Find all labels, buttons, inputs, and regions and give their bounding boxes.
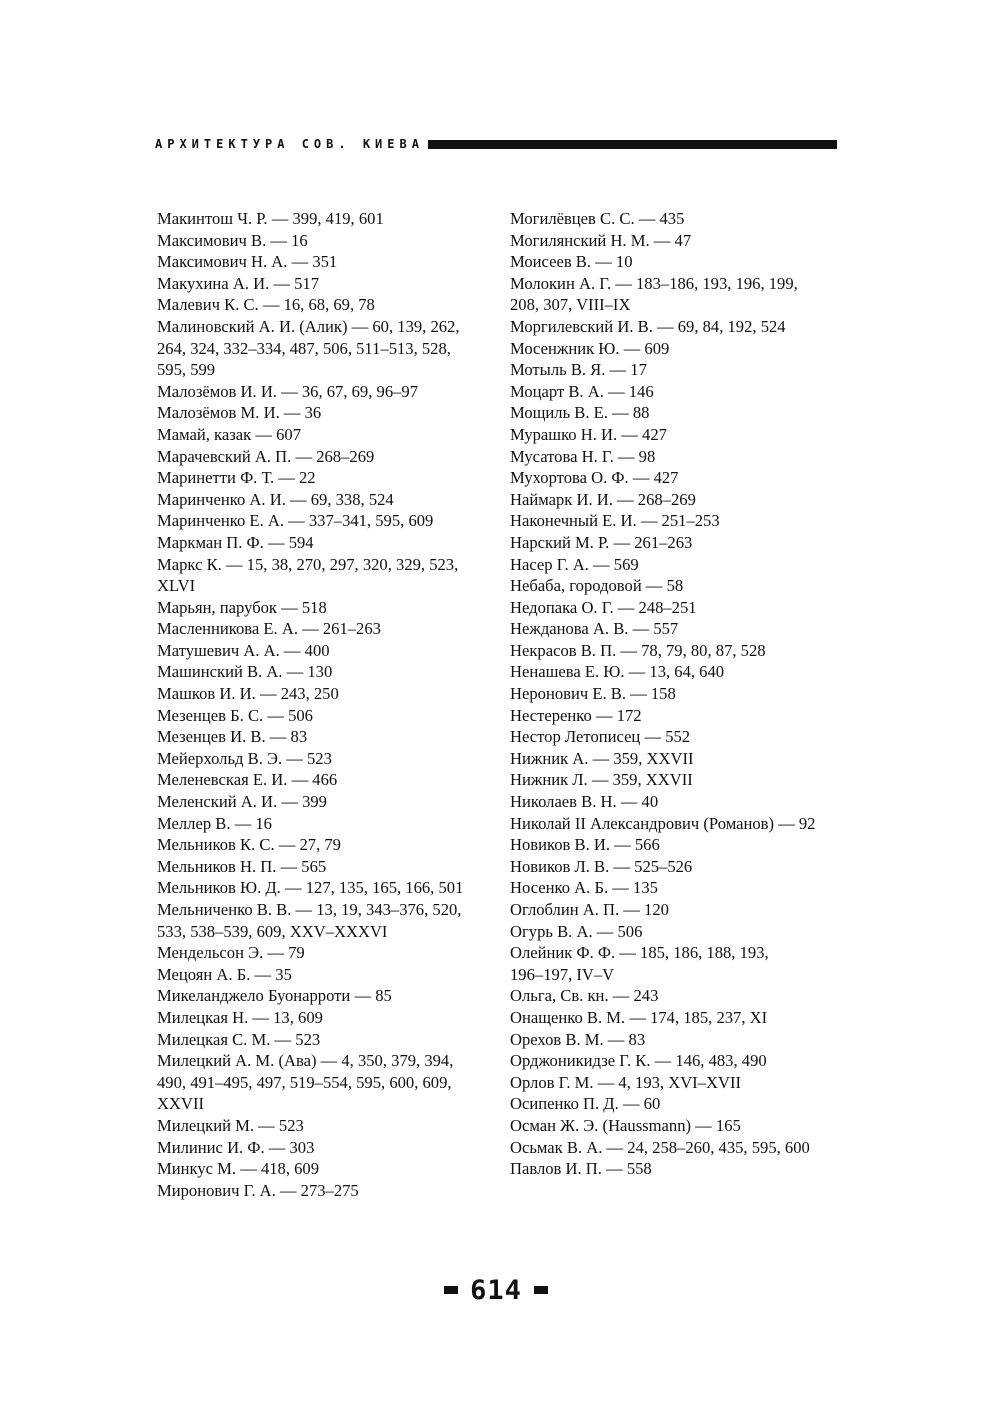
page-number: 614 [470,1274,522,1306]
index-entry: 595, 599 [157,360,216,380]
index-entry: Неронович Е. В. — 158 [510,684,676,704]
index-entry: Макухина А. И. — 517 [157,273,320,293]
index-entry: Макинтош Ч. Р. — 399, 419, 601 [157,209,384,228]
index-entry: Осман Ж. Э. (Haussmann) — 165 [510,1115,741,1135]
index-entry: Меленский А. И. — 399 [157,792,327,812]
index-entry: Мурашко Н. И. — 427 [510,424,667,444]
index-entry: Маринченко А. И. — 69, 338, 524 [157,489,394,509]
index-entry: Микеланджело Буонарроти — 85 [157,986,392,1006]
index-entry: Нарский М. Р. — 261–263 [510,532,693,552]
index-entry: Моцарт В. А. — 146 [510,381,654,401]
index-entry: Орлов Г. М. — 4, 193, XVI–XVII [510,1072,742,1092]
index-entry: Машков И. И. — 243, 250 [157,684,339,704]
index-entry: Милецкий А. М. (Ава) — 4, 350, 379, 394, [157,1051,454,1071]
index-entry: XXVII [157,1094,205,1114]
index-entry: Минкус М. — 418, 609 [157,1159,320,1179]
index-entry: Новиков В. И. — 566 [510,835,660,855]
index-column-right [510,208,840,1180]
footer-mark-left [444,1286,458,1294]
index-entry: Мезенцев Б. С. — 506 [157,705,313,725]
index-entry: Мусатова Н. Г. — 98 [510,446,656,466]
index-entry: Новиков Л. В. — 525–526 [510,856,693,876]
index-entry: Мельников Ю. Д. — 127, 135, 165, 166, 501 [157,878,464,898]
index-entry: Мощиль В. Е. — 88 [510,403,650,423]
header-rule [428,140,837,149]
index-entry: Марачевский А. П. — 268–269 [157,446,375,466]
index-entry: Онащенко В. М. — 174, 185, 237, XI [510,1007,768,1027]
index-entry: Могилянский Н. М. — 47 [510,230,692,250]
index-entry: Малозёмов М. И. — 36 [157,403,322,423]
index-column-left [157,208,492,1201]
page-footer [0,1274,992,1306]
index-entry: Мейерхольд В. Э. — 523 [157,748,332,768]
index-entry: Моисеев В. — 10 [510,252,633,272]
index-entry: Нижник А. — 359, XXVII [510,748,694,768]
index-entry: Николаев В. Н. — 40 [510,792,659,812]
index-entry: Малиновский А. И. (Алик) — 60, 139, 262, [157,316,460,336]
index-entry: Огурь В. А. — 506 [510,921,643,941]
index-entry: Милинис И. Ф. — 303 [157,1137,315,1157]
index-entry: Малозёмов И. И. — 36, 67, 69, 96–97 [157,381,419,401]
index-entry: Мосенжник Ю. — 609 [510,338,670,358]
index-entry: Молокин А. Г. — 183–186, 193, 196, 199, [510,273,798,293]
index-entry: Нестор Летописец — 552 [510,727,691,747]
index-entry: Ненашева Е. Ю. — 13, 64, 640 [510,662,725,682]
index-entry: 208, 307, VIII–IX [510,295,631,315]
index-entry: Матушевич А. А. — 400 [157,640,330,660]
index-entry: Осипенко П. Д. — 60 [510,1094,661,1114]
index-entry: Мендельсон Э. — 79 [157,943,305,963]
index-entry: Мельников Н. П. — 565 [157,856,327,876]
index-entry: Меллер В. — 16 [157,813,272,833]
index-entry: Мухортова О. Ф. — 427 [510,468,679,488]
index-entry: 533, 538–539, 609, XXV–XXXVI [157,921,388,941]
index-entry: Осьмак В. А. — 24, 258–260, 435, 595, 600 [510,1137,810,1157]
index-entry: Милецкий М. — 523 [157,1115,304,1135]
index-entry: Мельниченко В. В. — 13, 19, 343–376, 520, [157,900,462,919]
index-entry: Носенко А. Б. — 135 [510,878,658,898]
index-entry: Нижник Л. — 359, XXVII [510,770,693,790]
index-entry: 264, 324, 332–334, 487, 506, 511–513, 528, [157,338,451,358]
footer-mark-right [534,1286,548,1294]
index-entry: Мамай, казак — 607 [157,424,301,444]
index-entry: Моргилевский И. В. — 69, 84, 192, 524 [510,316,786,336]
index-entry: Мельников К. С. — 27, 79 [157,835,341,855]
index-entry: Орджоникидзе Г. К. — 146, 483, 490 [510,1051,767,1071]
index-entry: Оглоблин А. П. — 120 [510,900,669,919]
index-entry: Недопака О. Г. — 248–251 [510,597,697,617]
header-title: АРХИТЕКТУРА СОВ. КИЕВА [155,137,424,151]
index-entry: Некрасов В. П. — 78, 79, 80, 87, 528 [510,640,766,660]
index-entry: Насер Г. А. — 569 [510,554,639,574]
index-entry: Миронович Г. А. — 273–275 [157,1180,359,1200]
index-entry: Наймарк И. И. — 268–269 [510,489,696,509]
index-entry: Марьян, парубок — 518 [157,597,327,617]
index-entry: Маркс К. — 15, 38, 270, 297, 320, 329, 523, XLVI [157,554,459,596]
index-entry: Ольга, Св. кн. — 243 [510,986,659,1006]
index-entry: Маринченко Е. А. — 337–341, 595, 609 [157,511,434,531]
index-entry: Мецоян А. Б. — 35 [157,964,292,984]
index-entry: Максимович В. — 16 [157,230,308,250]
index-entry: Меленевская Е. И. — 466 [157,770,338,790]
index-entry: Нежданова А. В. — 557 [510,619,679,639]
index-entry: Максимович Н. А. — 351 [157,252,338,272]
index-entry: Машинский В. А. — 130 [157,662,333,682]
index-entry: Орехов В. М. — 83 [510,1029,646,1049]
index-entry: Мезенцев И. В. — 83 [157,727,308,747]
index-entry: Могилёвцев С. С. — 435 [510,209,685,228]
index-entry: 196–197, IV–V [510,964,615,984]
index-entry: Милецкая Н. — 13, 609 [157,1007,323,1027]
index-entry: Масленникова Е. А. — 261–263 [157,619,381,639]
index-entry: Нестеренко — 172 [510,705,642,725]
index-entry: Мотыль В. Я. — 17 [510,360,647,380]
index-entry: Милецкая С. М. — 523 [157,1029,321,1049]
index-entry: 490, 491–495, 497, 519–554, 595, 600, 609, [157,1072,452,1092]
running-header [155,136,837,152]
index-entry: Николай II Александрович (Романов) — 92 [510,813,816,833]
index-entry: Небаба, городовой — 58 [510,576,684,596]
index-entry: Маринетти Ф. Т. — 22 [157,468,316,488]
index-entry: Маркман П. Ф. — 594 [157,532,314,552]
index-entry: Малевич К. С. — 16, 68, 69, 78 [157,295,375,315]
index-entry: Павлов И. П. — 558 [510,1159,652,1179]
index-entry: Наконечный Е. И. — 251–253 [510,511,720,531]
index-entry: Олейник Ф. Ф. — 185, 186, 188, 193, [510,943,769,963]
